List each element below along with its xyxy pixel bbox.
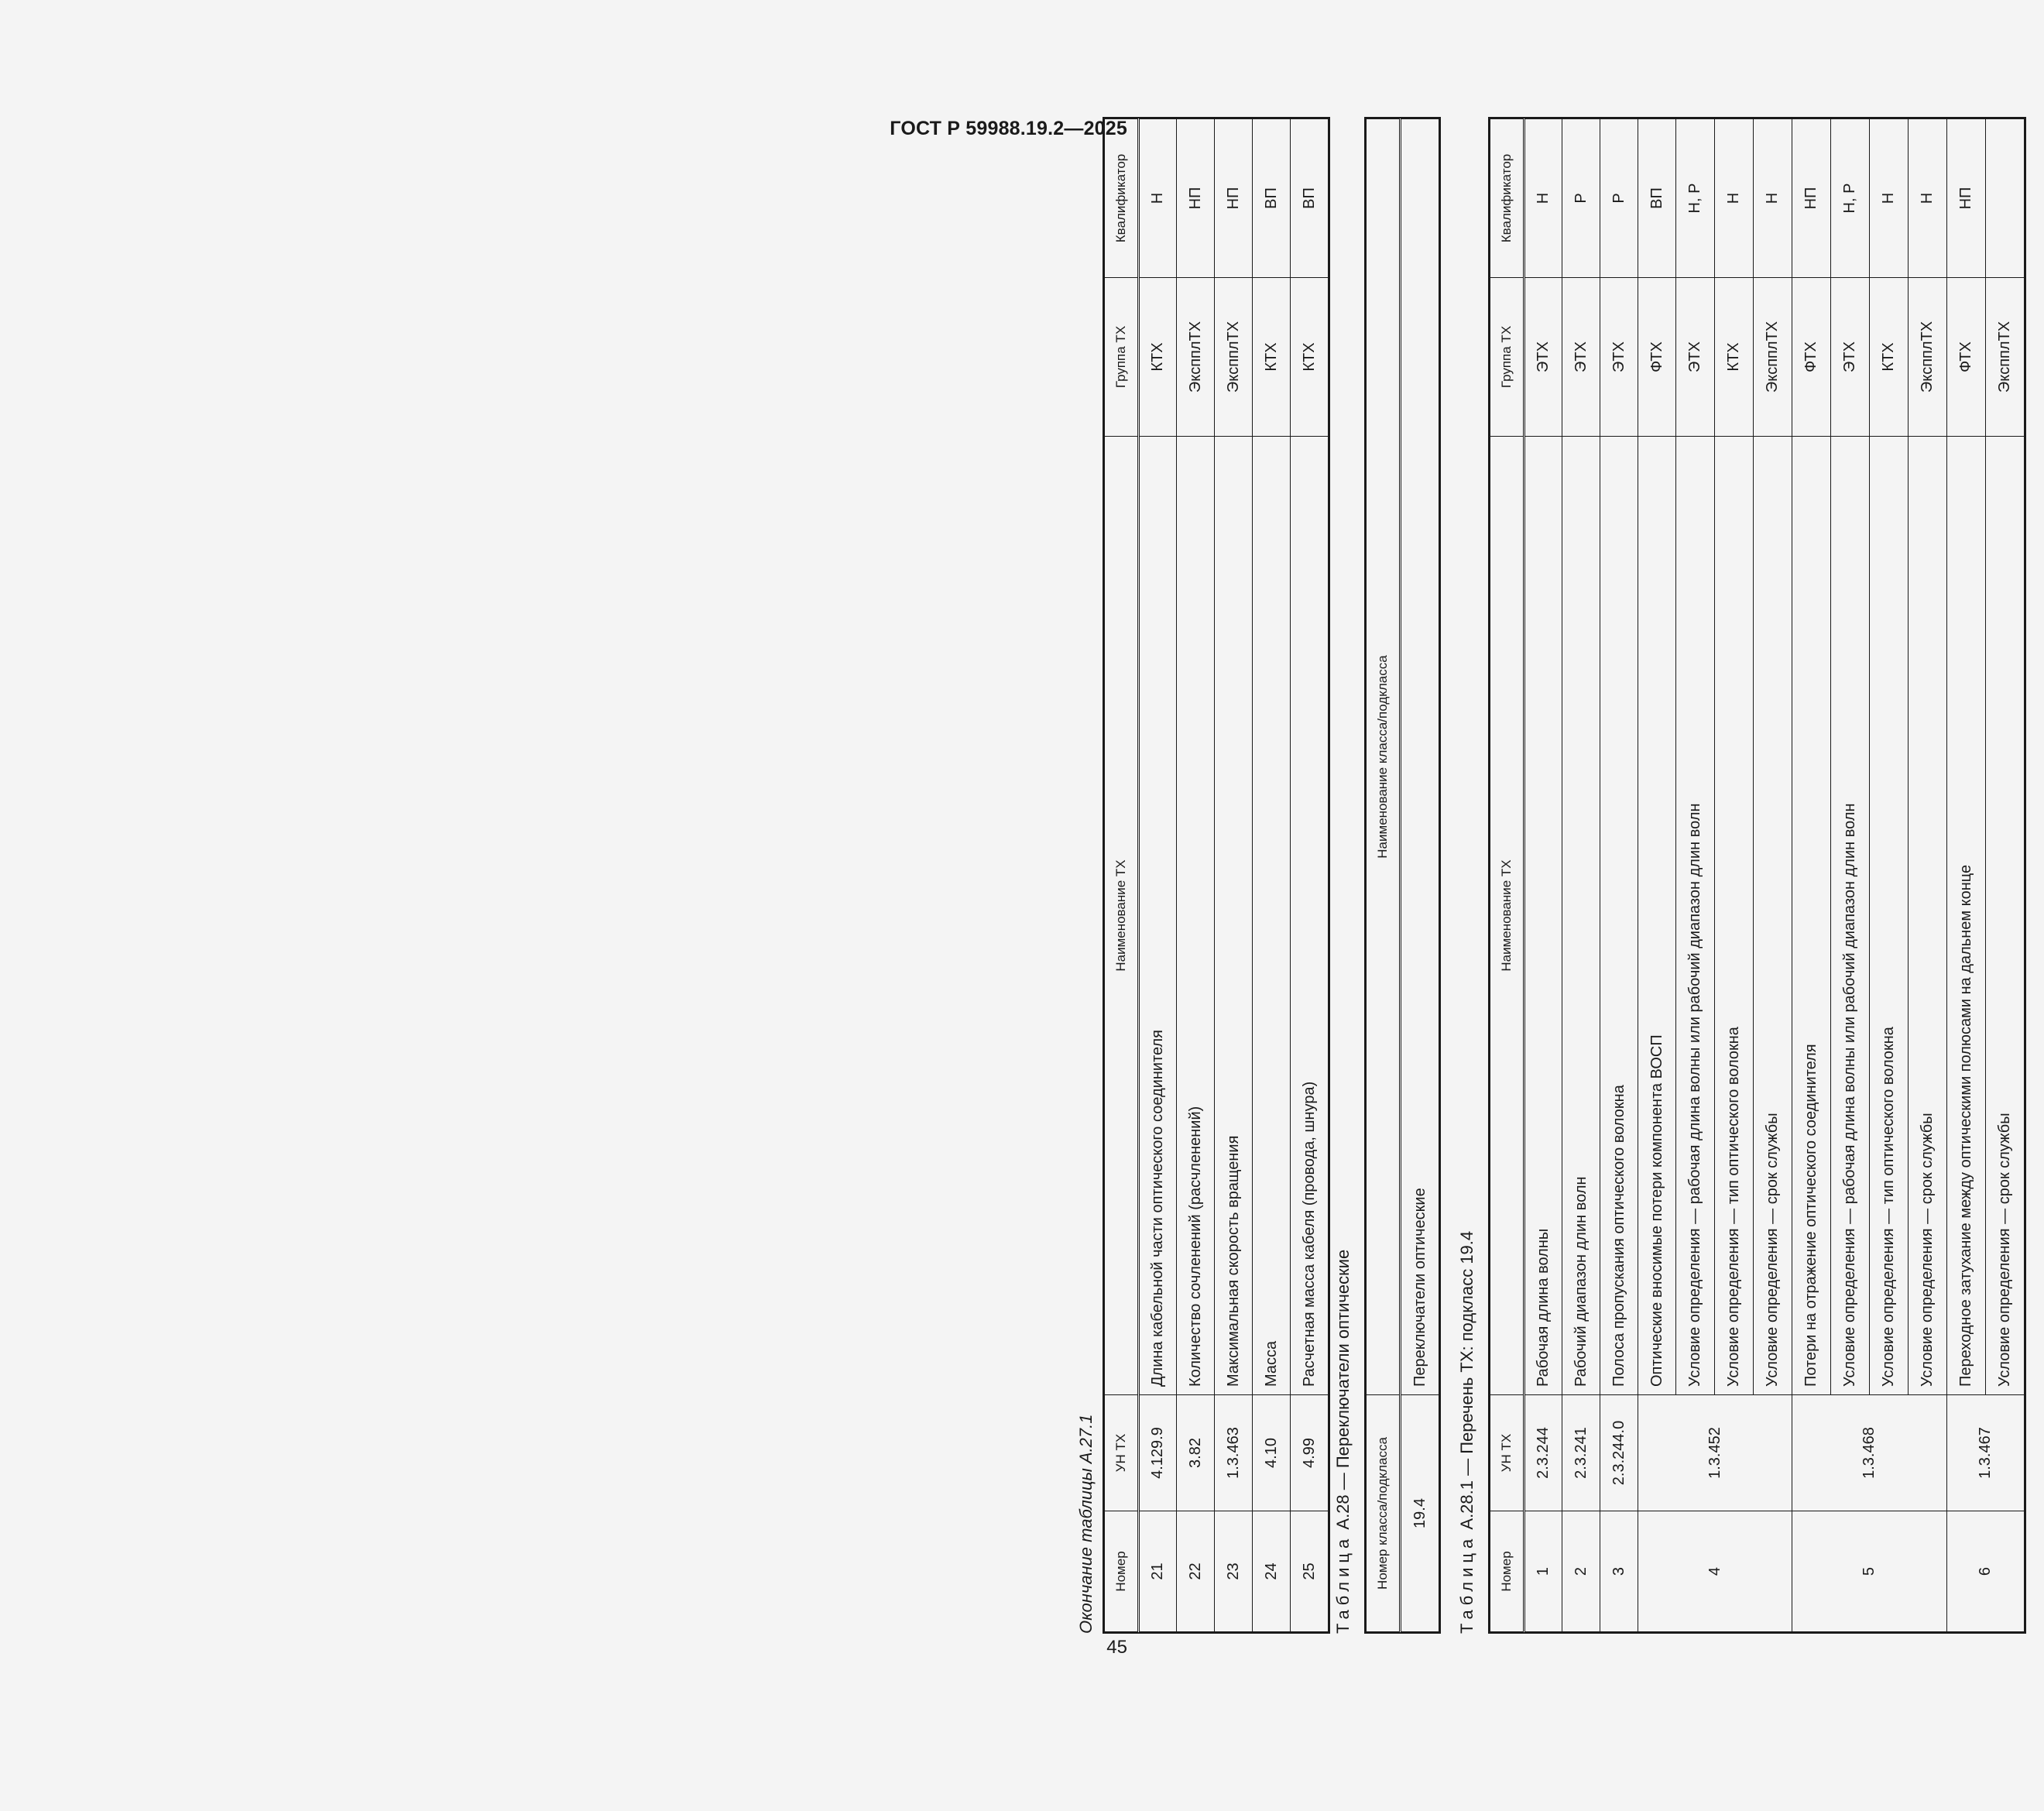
cell-qualifier: Р	[1562, 119, 1600, 278]
document-code: ГОСТ Р 59988.19.2—2025	[890, 118, 1127, 139]
table-a28-caption-text: А.28 — Переключатели оптические	[1333, 1249, 1353, 1530]
cell-number: 25	[1291, 1511, 1329, 1632]
cell-group: КТХ	[1253, 278, 1291, 437]
col-header-group: Группа ТХ	[1490, 278, 1524, 437]
cell-group: ЭкспплТХ	[1215, 278, 1253, 437]
cell-group: КТХ	[1291, 278, 1329, 437]
cell-name: Переходное затухание между оптическими полюсами на дальнем конце	[1947, 437, 1986, 1395]
cell-class-number: 19.4	[1401, 1395, 1439, 1632]
cell-group: ЭТХ	[1831, 278, 1870, 437]
cell-un: 2.3.241	[1562, 1395, 1600, 1511]
cell-group: КТХ	[1139, 278, 1177, 437]
cell-group: ЭТХ	[1600, 278, 1638, 437]
cell-name: Условие определения — срок службы	[1754, 437, 1792, 1395]
col-header-un: УН ТХ	[1105, 1395, 1139, 1511]
cell-qualifier: Н	[1870, 119, 1909, 278]
cell-name: Расчетная масса кабеля (провода, шнура)	[1291, 437, 1329, 1395]
cell-qualifier: НП	[1947, 119, 1986, 278]
col-header-class-number: Номер класса/подкласса	[1367, 1395, 1401, 1632]
cell-qualifier: Н	[1754, 119, 1792, 278]
cell-qualifier: Р	[1600, 119, 1638, 278]
table-row	[1947, 119, 1986, 1632]
cell-group: ЭТХ	[1676, 278, 1715, 437]
cell-un: 4.129.9	[1139, 1395, 1177, 1511]
table-a281-caption-label: Таблица	[1457, 1534, 1476, 1634]
table-row	[1291, 119, 1329, 1632]
cell-qualifier: ВП	[1291, 119, 1329, 278]
table-row	[1638, 119, 1676, 1632]
cell-qualifier	[1986, 119, 2025, 278]
cell-un: 4.99	[1291, 1395, 1329, 1511]
cell-number: 24	[1253, 1511, 1291, 1632]
cell-qualifier: Н, Р	[1831, 119, 1870, 278]
cell-qualifier: Н	[1715, 119, 1754, 278]
cell-un: 3.82	[1177, 1395, 1215, 1511]
page-number: 45	[1106, 1637, 1127, 1658]
cell-name: Условие определения — срок службы	[1986, 437, 2025, 1395]
cell-group: ЭкспплТХ	[1986, 278, 2025, 437]
cell-name: Рабочий диапазон длин волн	[1562, 437, 1600, 1395]
table-row	[1600, 119, 1638, 1632]
cell-qualifier: Н	[1139, 119, 1177, 278]
cell-name: Рабочая длина волны	[1524, 437, 1562, 1395]
table-a281-caption	[1457, 1231, 1477, 1634]
cell-name: Условие определения — рабочая длина волны или рабочий диапазон длин волн	[1676, 437, 1715, 1395]
col-header-name: Наименование ТХ	[1105, 437, 1139, 1395]
table-row	[1177, 119, 1215, 1632]
cell-un: 4.10	[1253, 1395, 1291, 1511]
cell-group: ЭТХ	[1562, 278, 1600, 437]
cell-name: Масса	[1253, 437, 1291, 1395]
cell-number: 2	[1562, 1511, 1600, 1632]
cell-group: КТХ	[1715, 278, 1754, 437]
col-header-number: Номер	[1490, 1511, 1524, 1632]
cell-un: 2.3.244.0	[1600, 1395, 1638, 1511]
cell-qualifier: Н	[1909, 119, 1947, 278]
cell-group: КТХ	[1870, 278, 1909, 437]
cell-un: 1.3.467	[1947, 1395, 2025, 1511]
col-header-name: Наименование ТХ	[1490, 437, 1524, 1395]
col-header-qualifier: Квалификатор	[1490, 119, 1524, 278]
table-a27-caption: Окончание таблицы А.27.1	[1076, 1414, 1096, 1634]
cell-qualifier: Н	[1524, 119, 1562, 278]
table-a281	[1490, 118, 2025, 1632]
cell-un: 2.3.244	[1524, 1395, 1562, 1511]
table-row	[1253, 119, 1291, 1632]
cell-qualifier: НП	[1792, 119, 1831, 278]
table-row	[1792, 119, 1831, 1632]
rotated-content	[1068, 116, 2044, 1634]
cell-qualifier: ВП	[1638, 119, 1676, 278]
cell-un: 1.3.463	[1215, 1395, 1253, 1511]
cell-number: 6	[1947, 1511, 2025, 1632]
table-a28-caption-label: Таблица	[1333, 1534, 1353, 1634]
cell-un: 1.3.468	[1792, 1395, 1947, 1511]
cell-name: Количество сочленений (расчленений)	[1177, 437, 1215, 1395]
table-a27	[1104, 118, 1329, 1632]
col-header-un: УН ТХ	[1490, 1395, 1524, 1511]
cell-number: 5	[1792, 1511, 1947, 1632]
cell-name: Оптические вносимые потери компонента ВОСП	[1638, 437, 1676, 1395]
cell-name: Длина кабельной части оптического соединителя	[1139, 437, 1177, 1395]
cell-group: ФТХ	[1792, 278, 1831, 437]
cell-qualifier: ВП	[1253, 119, 1291, 278]
table-row	[1524, 119, 1562, 1632]
cell-group: ЭкспплТХ	[1754, 278, 1792, 437]
table-row	[1139, 119, 1177, 1632]
cell-number: 3	[1600, 1511, 1638, 1632]
cell-name: Условие определения — тип оптического волокна	[1870, 437, 1909, 1395]
cell-qualifier: НП	[1177, 119, 1215, 278]
cell-group: ФТХ	[1638, 278, 1676, 437]
col-header-class-name: Наименование класса/подкласса	[1367, 119, 1401, 1395]
cell-name: Условие определения — срок службы	[1909, 437, 1947, 1395]
cell-name: Условие определения — рабочая длина волны или рабочий диапазон длин волн	[1831, 437, 1870, 1395]
cell-number: 1	[1524, 1511, 1562, 1632]
table-row	[1562, 119, 1600, 1632]
table-a28-caption	[1333, 1250, 1353, 1634]
table-row	[1401, 119, 1439, 1632]
cell-group: ФТХ	[1947, 278, 1986, 437]
cell-group: ЭкспплТХ	[1909, 278, 1947, 437]
col-header-group: Группа ТХ	[1105, 278, 1139, 437]
cell-number: 23	[1215, 1511, 1253, 1632]
col-header-qualifier: Квалификатор	[1105, 119, 1139, 278]
cell-qualifier: НП	[1215, 119, 1253, 278]
cell-number: 21	[1139, 1511, 1177, 1632]
cell-un: 1.3.452	[1638, 1395, 1792, 1511]
col-header-number: Номер	[1105, 1511, 1139, 1632]
cell-name: Потери на отражение оптического соединителя	[1792, 437, 1831, 1395]
table-a28	[1366, 118, 1439, 1632]
cell-number: 22	[1177, 1511, 1215, 1632]
cell-class-name: Переключатели оптические	[1401, 119, 1439, 1395]
cell-number: 4	[1638, 1511, 1792, 1632]
table-row	[1215, 119, 1253, 1632]
cell-group: ЭкспплТХ	[1177, 278, 1215, 437]
cell-name: Полоса пропускания оптического волокна	[1600, 437, 1638, 1395]
cell-group: ЭТХ	[1524, 278, 1562, 437]
cell-name: Максимальная скорость вращения	[1215, 437, 1253, 1395]
cell-qualifier: Н, Р	[1676, 119, 1715, 278]
table-a281-caption-text: А.28.1 — Перечень ТХ: подкласс 19.4	[1457, 1230, 1476, 1530]
cell-name: Условие определения — тип оптического волокна	[1715, 437, 1754, 1395]
